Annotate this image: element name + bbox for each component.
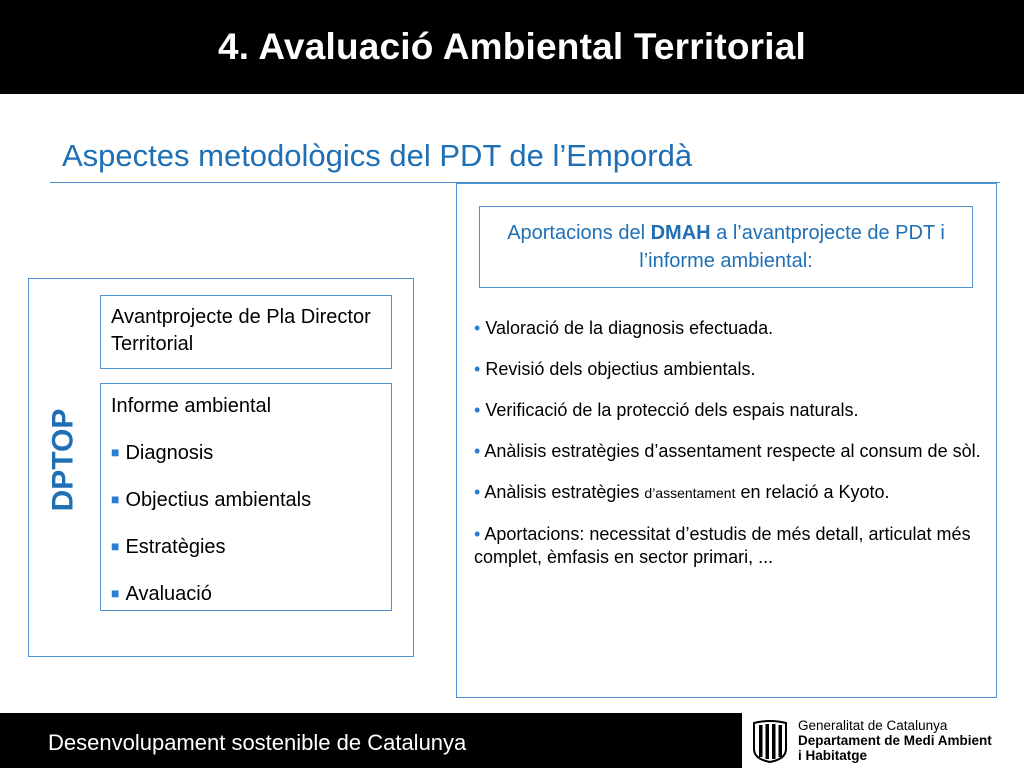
list-item: • Anàlisis estratègies d’assentament en relació a Kyoto. xyxy=(474,482,890,502)
list-item: • Aportacions: necessitat d’estudis de més detall, articulat més complet, èmfasis en sector primari, ... xyxy=(474,524,971,567)
avantprojecte-box: Avantprojecte de Pla Director Territorial xyxy=(100,295,392,369)
informe-ambiental-title: Informe ambiental xyxy=(111,395,272,417)
bullet-icon: • xyxy=(474,359,481,379)
list-item: • Verificació de la protecció dels espais naturals. xyxy=(474,400,859,420)
list-item: ■ Estratègies xyxy=(111,536,226,558)
list-item: ■ Diagnosis xyxy=(111,442,214,464)
list-item: • Revisió dels objectius ambientals. xyxy=(474,359,756,379)
list-item: • Anàlisis estratègies d’assentament respecte al consum de sòl. xyxy=(474,441,981,461)
generalitat-emblem-icon xyxy=(752,719,788,763)
square-bullet-icon: ■ xyxy=(111,538,120,554)
square-bullet-icon: ■ xyxy=(111,491,120,507)
dmah-bullet-list xyxy=(474,317,984,587)
footer-text: Desenvolupament sostenible de Catalunya xyxy=(48,730,467,755)
dmah-header-text: Aportacions del DMAH a l’avantprojecte de PDT i l’informe ambiental: xyxy=(507,222,945,272)
list-item: • Valoració de la diagnosis efectuada. xyxy=(474,318,774,338)
slide-subtitle: Aspectes metodològics del PDT de l’Empordà xyxy=(62,138,693,173)
footer-bar xyxy=(0,713,742,768)
bullet-icon: • xyxy=(474,400,481,420)
slide-title: 4. Avaluació Ambiental Territorial xyxy=(218,26,806,67)
list-item: ■ Avaluació xyxy=(111,583,212,605)
logo-text: Generalitat de Catalunya Departament de Medi Ambient i Habitatge xyxy=(798,718,992,763)
square-bullet-icon: ■ xyxy=(111,585,120,601)
informe-ambiental-box xyxy=(100,383,392,611)
generalitat-logo xyxy=(742,713,1024,768)
square-bullet-icon: ■ xyxy=(111,444,120,460)
bullet-icon: • xyxy=(474,441,481,461)
bullet-icon: • xyxy=(474,482,481,502)
bullet-icon: • xyxy=(474,318,481,338)
slide-header xyxy=(0,0,1024,94)
bullet-icon: • xyxy=(474,524,481,544)
list-item: ■ Objectius ambientals xyxy=(111,489,312,511)
informe-ambiental-list xyxy=(111,439,381,607)
dmah-header-box xyxy=(479,206,973,288)
dptop-label xyxy=(26,400,100,520)
dptop-vertical-text: DPTOP xyxy=(46,408,79,512)
